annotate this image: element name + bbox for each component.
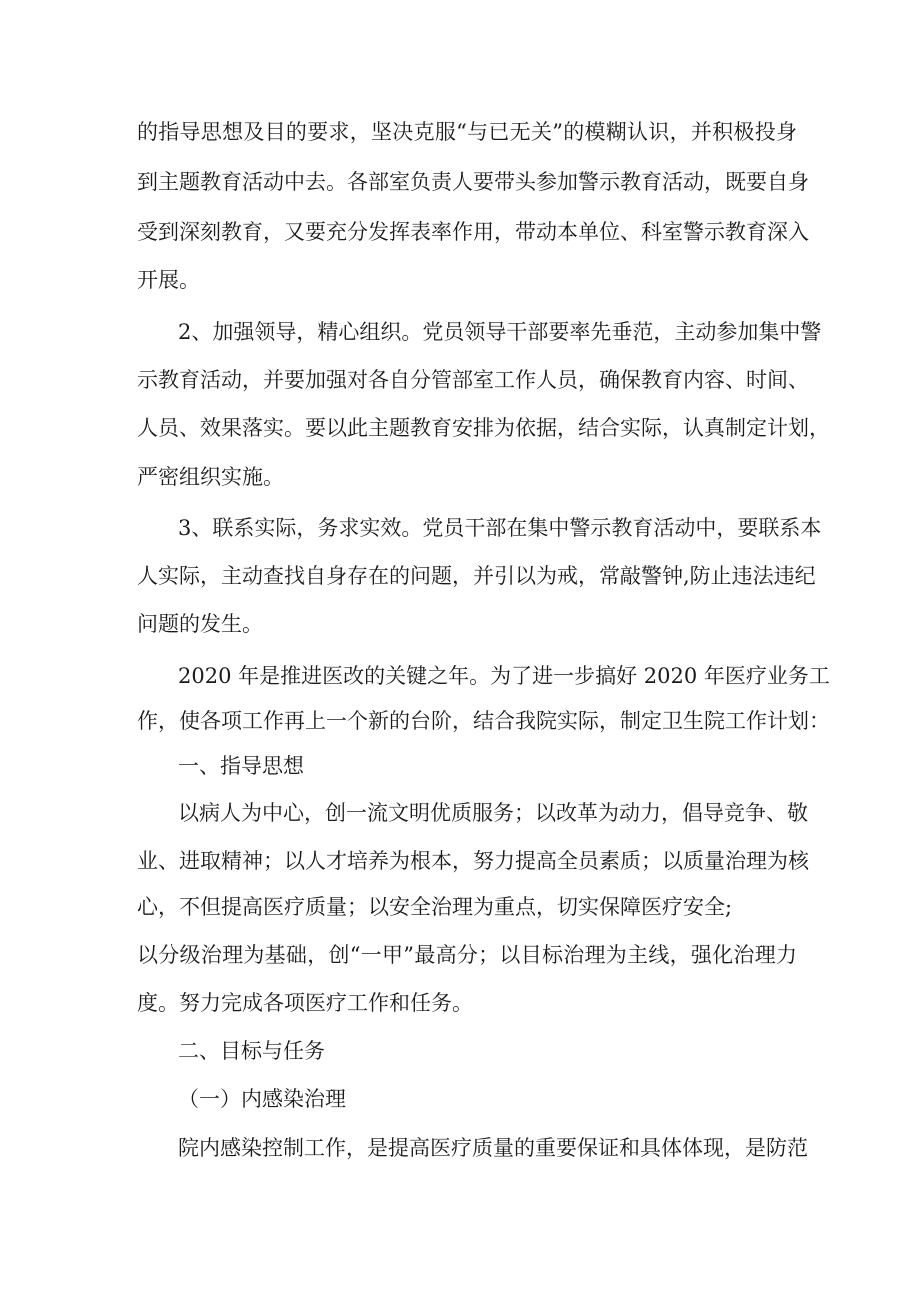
paragraph-line: 2、加强领导，精心组织。党员领导干部要率先垂范，主动参加集中警 (178, 320, 822, 344)
paragraph-line: 人实际，主动查找自身存在的问题，并引以为戒，常敲警钟,防止违法违纪 (137, 564, 816, 588)
paragraph-line: 以分级治理为基础，创“一甲”最高分；以目标治理为主线，强化治理力 (137, 943, 797, 967)
paragraph-line: 人员、效果落实。要以此主题教育安排为依据，结合实际，认真制定计划， (137, 416, 830, 440)
paragraph-line: 问题的发生。 (137, 612, 263, 636)
section-heading: 二、目标与任务 (178, 1039, 325, 1063)
paragraph-line: 开展。 (137, 268, 200, 292)
paragraph-line: 到主题教育活动中去。各部室负责人要带头参加警示教育活动，既要自身 (137, 170, 809, 194)
paragraph-line: 严密组织实施。 (137, 465, 284, 489)
section-heading: 一、指导思想 (178, 754, 304, 778)
paragraph-line: 的指导思想及目的要求，坚决克服“与已无关”的模糊认识，并积极投身 (137, 120, 797, 144)
paragraph-line: 作，使各项工作再上一个新的台阶，结合我院实际，制定卫生院工作计划： (137, 709, 830, 733)
subsection-heading: （一）内感染治理 (178, 1087, 346, 1111)
paragraph-line: 2020 年是推进医改的关键之年。为了进一步搞好 2020 年医疗业务工 (178, 664, 830, 688)
paragraph-line: 度。努力完成各项医疗工作和任务。 (137, 991, 473, 1015)
paragraph-line: 院内感染控制工作，是提高医疗质量的重要保证和具体体现，是防范 (178, 1136, 808, 1160)
paragraph-line: 业、进取精神；以人才培养为根本，努力提高全员素质；以质量治理为核 (137, 849, 809, 873)
paragraph-line: 示教育活动，并要加强对各自分管部室工作人员，确保教育内容、时间、 (137, 368, 809, 392)
paragraph-line: 心，不但提高医疗质量；以安全治理为重点，切实保障医疗安全; (137, 895, 733, 919)
paragraph-line: 3、联系实际，务求实效。党员干部在集中警示教育活动中，要联系本 (178, 516, 822, 540)
paragraph-line: 受到深刻教育，又要充分发挥表率作用，带动本单位、科室警示教育深入 (137, 220, 809, 244)
paragraph-line: 以病人为中心，创一流文明优质服务；以改革为动力，倡导竞争、敬 (178, 801, 808, 825)
